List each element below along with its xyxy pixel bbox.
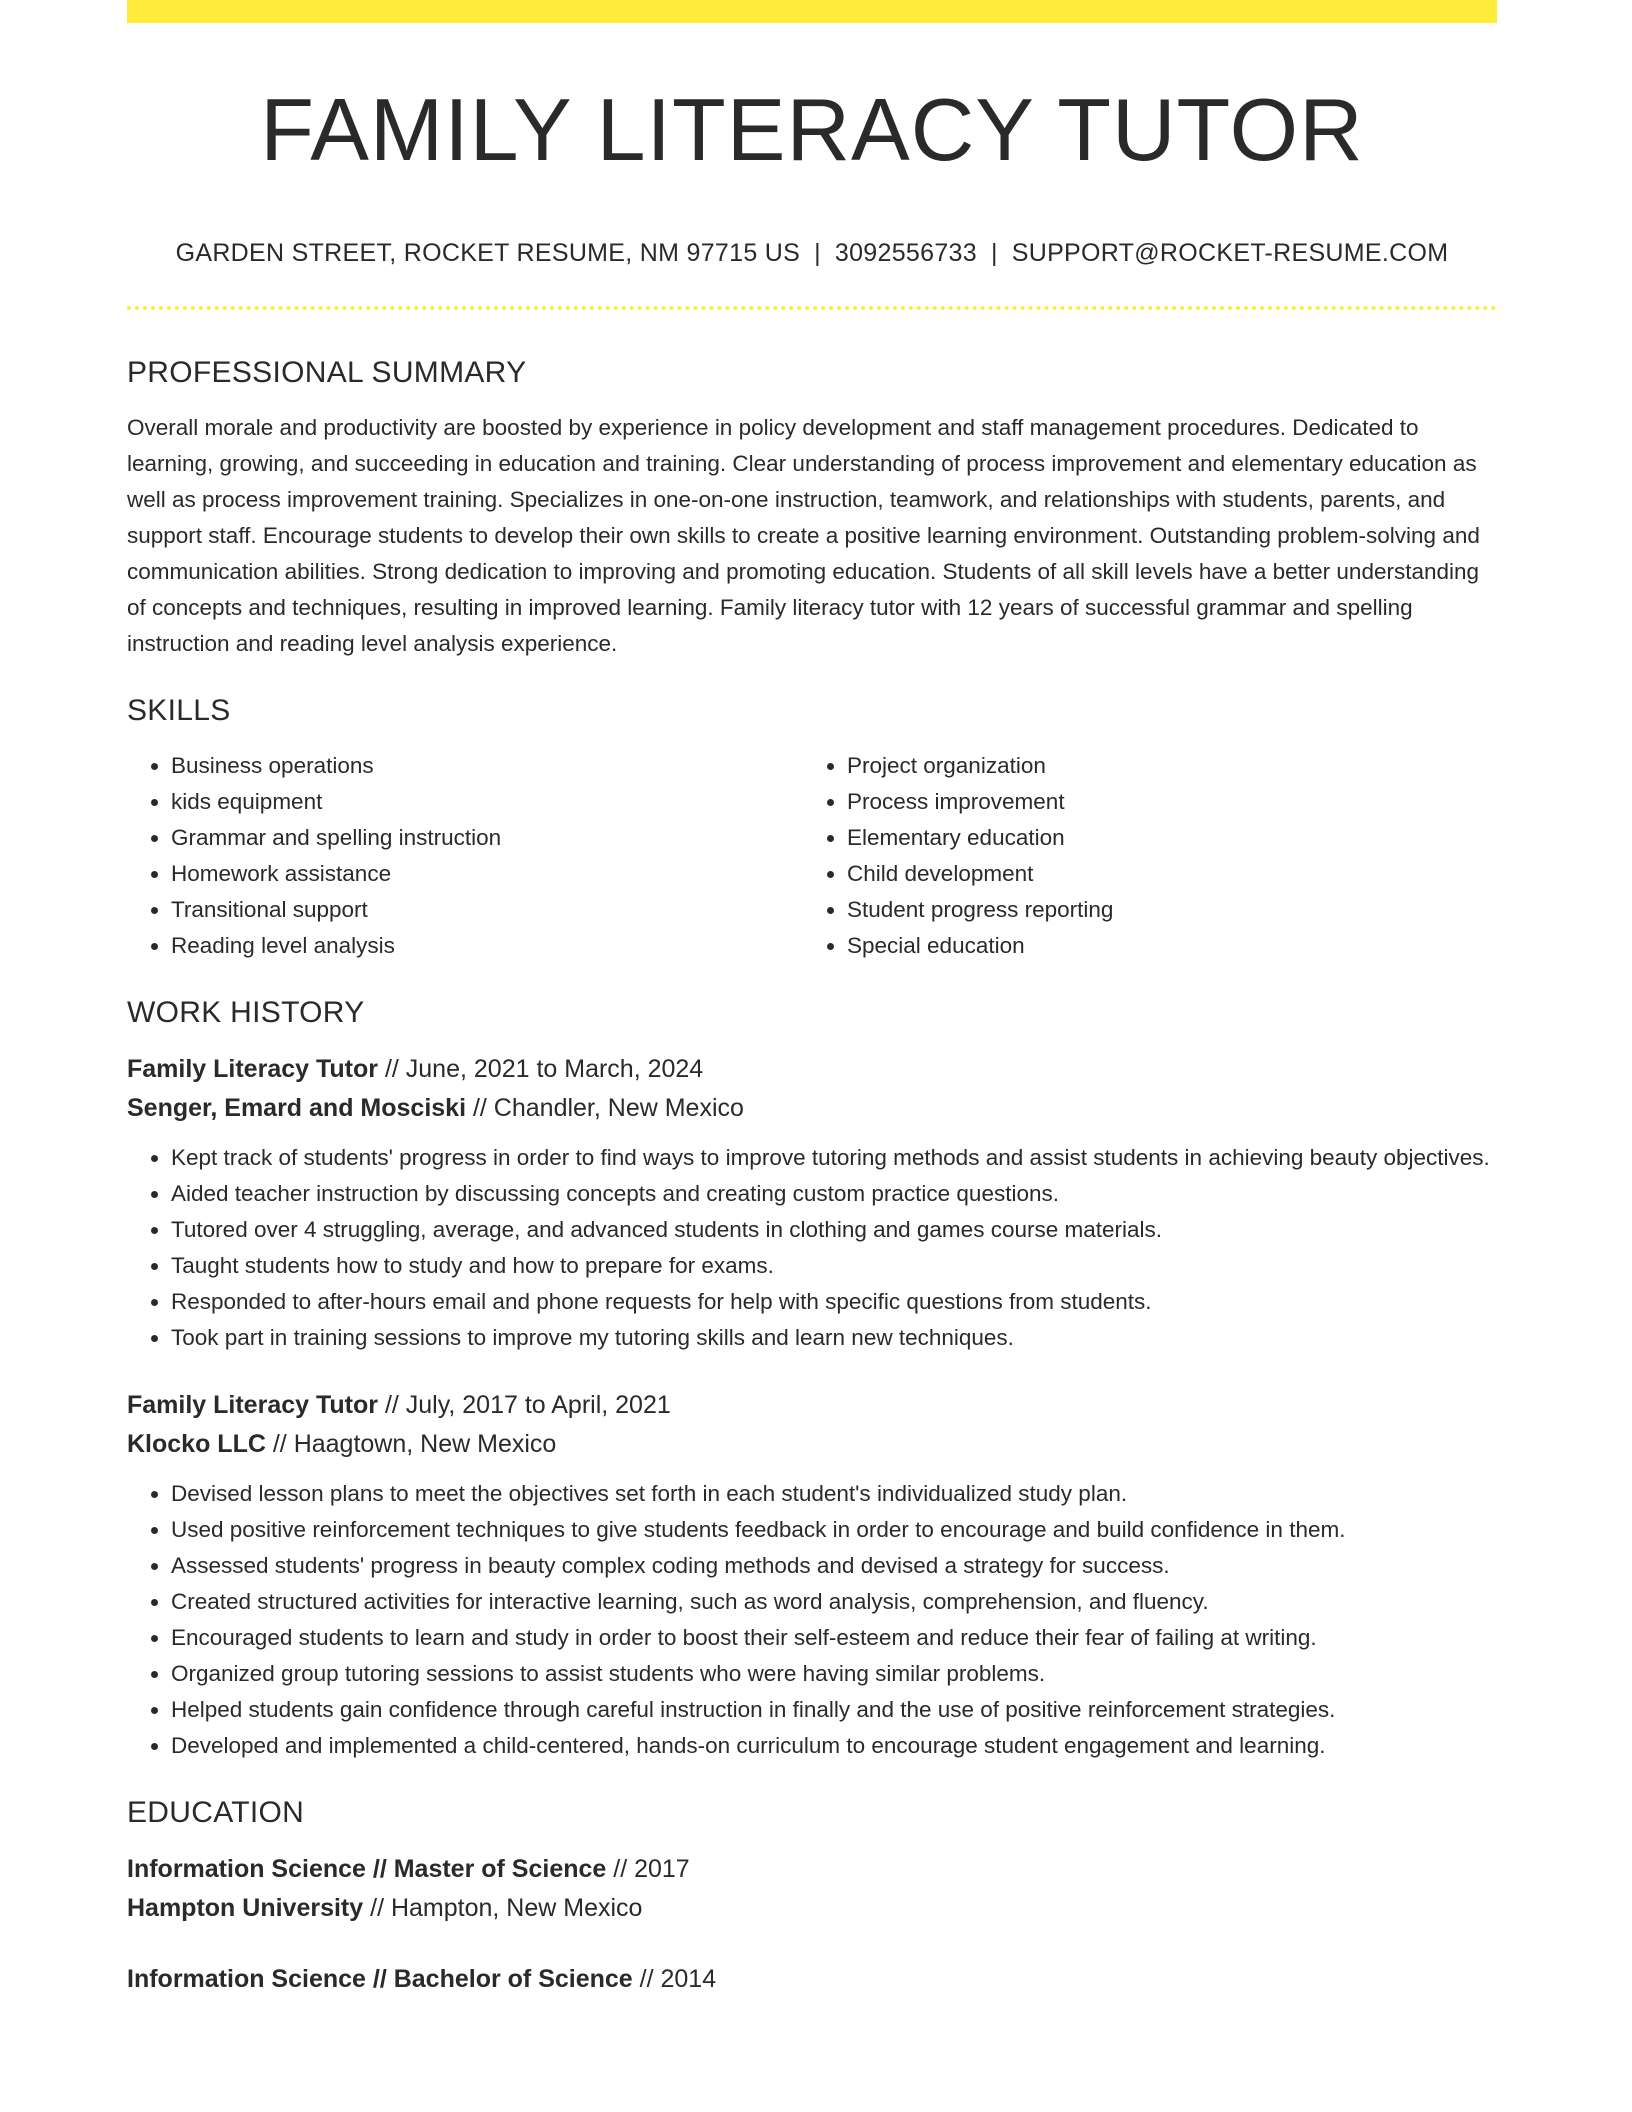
job-location: // Haagtown, New Mexico: [265, 1430, 557, 1458]
job-bullet: • Kept track of students' progress in order to find ways to improve tutoring methods and assist students in achieving beauty objectives.: [171, 1140, 1497, 1176]
job-bullets: [127, 1140, 1497, 1356]
contact-email[interactable]: SUPPORT@ROCKET-RESUME.COM: [1011, 239, 1449, 267]
job-bullet: • Created structured activities for interactive learning, such as word analysis, comprehension, and fluency.: [171, 1584, 1497, 1620]
contact-phone: 3092556733: [834, 239, 977, 267]
degree-year: // 2017: [606, 1855, 690, 1883]
job-location: // Chandler, New Mexico: [466, 1094, 744, 1122]
skill-item: • Elementary education: [847, 820, 1479, 856]
job-company: Klocko LLC: [127, 1430, 266, 1458]
degree: Information Science // Master of Science: [127, 1855, 607, 1883]
job-title-line: [127, 1050, 1497, 1089]
degree-year: // 2014: [632, 1965, 717, 1993]
job-title: Family Literacy Tutor: [127, 1055, 378, 1083]
job-bullet: • Used positive reinforcement techniques to give students feedback in order to encourage and build confidence in them.: [171, 1512, 1497, 1548]
skills-section: [127, 688, 1497, 964]
skill-item: • Business operations: [171, 748, 803, 784]
skills-list-left: [127, 748, 803, 964]
skill-item: • Reading level analysis: [171, 928, 803, 964]
work-history-section: [127, 990, 1497, 1764]
job-entry: [127, 1386, 1497, 1764]
work-history-heading: WORK HISTORY: [127, 996, 365, 1029]
job-company-line: [127, 1089, 1497, 1128]
job-dates: // June, 2021 to March, 2024: [378, 1055, 704, 1083]
job-company-line: [127, 1425, 1497, 1464]
skill-item: • Grammar and spelling instruction: [171, 820, 803, 856]
school: Hampton University: [127, 1894, 364, 1922]
contact-separator: |: [814, 239, 821, 267]
education-heading: EDUCATION: [127, 1796, 305, 1829]
job-bullet: • Tutored over 4 struggling, average, and advanced students in clothing and games course materials.: [171, 1212, 1497, 1248]
degree: Information Science // Bachelor of Science: [127, 1965, 633, 1993]
skill-item: • Special education: [847, 928, 1479, 964]
skill-item: • kids equipment: [171, 784, 803, 820]
school-location: // Hampton, New Mexico: [363, 1894, 643, 1922]
contact-separator: |: [990, 239, 998, 267]
job-bullet: • Organized group tutoring sessions to assist students who were having similar problems.: [171, 1656, 1497, 1692]
job-bullets: [127, 1476, 1497, 1764]
job-dates: // July, 2017 to April, 2021: [378, 1391, 671, 1419]
school-line: [127, 1889, 1497, 1928]
contact-address: GARDEN STREET, ROCKET RESUME, NM 97715 US: [175, 239, 801, 267]
skills-list-right: [803, 748, 1479, 964]
job-bullet: • Assessed students' progress in beauty complex coding methods and devised a strategy for success.: [171, 1548, 1497, 1584]
job-bullet: • Helped students gain confidence through careful instruction in finally and the use of positive reinforcement strategies.: [171, 1692, 1497, 1728]
skill-item: • Child development: [847, 856, 1479, 892]
degree-line: [127, 1960, 1497, 1999]
degree-line: [127, 1850, 1497, 1889]
job-title-line: [127, 1386, 1497, 1425]
contact-line: [127, 236, 1497, 270]
job-bullet: • Aided teacher instruction by discussing concepts and creating custom practice questions.: [171, 1176, 1497, 1212]
skill-item: • Project organization: [847, 748, 1479, 784]
dotted-divider: [127, 306, 1497, 310]
skill-item: • Student progress reporting: [847, 892, 1479, 928]
resume-title: FAMILY LITERACY TUTOR: [260, 80, 1364, 179]
skill-item: • Process improvement: [847, 784, 1479, 820]
education-entry: [127, 1850, 1497, 1928]
education-entry: [127, 1960, 1497, 1999]
skills-heading: SKILLS: [127, 694, 231, 727]
resume-content: [127, 350, 1497, 1999]
job-bullet: • Encouraged students to learn and study in order to boost their self-esteem and reduce their fear of failing at writing.: [171, 1620, 1497, 1656]
summary-section: [127, 350, 1497, 662]
summary-heading: PROFESSIONAL SUMMARY: [127, 356, 527, 389]
job-title: Family Literacy Tutor: [127, 1391, 378, 1419]
job-company: Senger, Emard and Mosciski: [127, 1094, 467, 1122]
accent-top-bar: [127, 0, 1497, 23]
job-bullet: • Responded to after-hours email and phone requests for help with specific questions from students.: [171, 1284, 1497, 1320]
education-section: [127, 1790, 1497, 1999]
job-bullet: • Developed and implemented a child-centered, hands-on curriculum to encourage student engagement and learning.: [171, 1728, 1497, 1764]
skill-item: • Transitional support: [171, 892, 803, 928]
job-bullet: • Taught students how to study and how to prepare for exams.: [171, 1248, 1497, 1284]
job-bullet: • Devised lesson plans to meet the objectives set forth in each student's individualized study plan.: [171, 1476, 1497, 1512]
skill-item: • Homework assistance: [171, 856, 803, 892]
summary-text: Overall morale and productivity are boosted by experience in policy development and staff management procedures. Dedicated to learning, growing, and succeeding in education and training. Clear understanding of process improvement and elementary education as well as process improvement training. Specializes in one-on-one instruction, teamwork, and relationships with students, parents, and support staff. Encourage students to develop their own skills to create a positive learning environment. Outstanding problem-solving and communication abilities. Strong dedication to improving and promoting education. Students of all skill levels have a better understanding of concepts and techniques, resulting in improved learning. Family literacy tutor with 12 years of successful grammar and spelling instruction and reading level analysis experience.: [127, 415, 1480, 656]
job-bullet: • Took part in training sessions to improve my tutoring skills and learn new techniques.: [171, 1320, 1497, 1356]
job-entry: [127, 1050, 1497, 1356]
skills-columns: [127, 748, 1497, 964]
